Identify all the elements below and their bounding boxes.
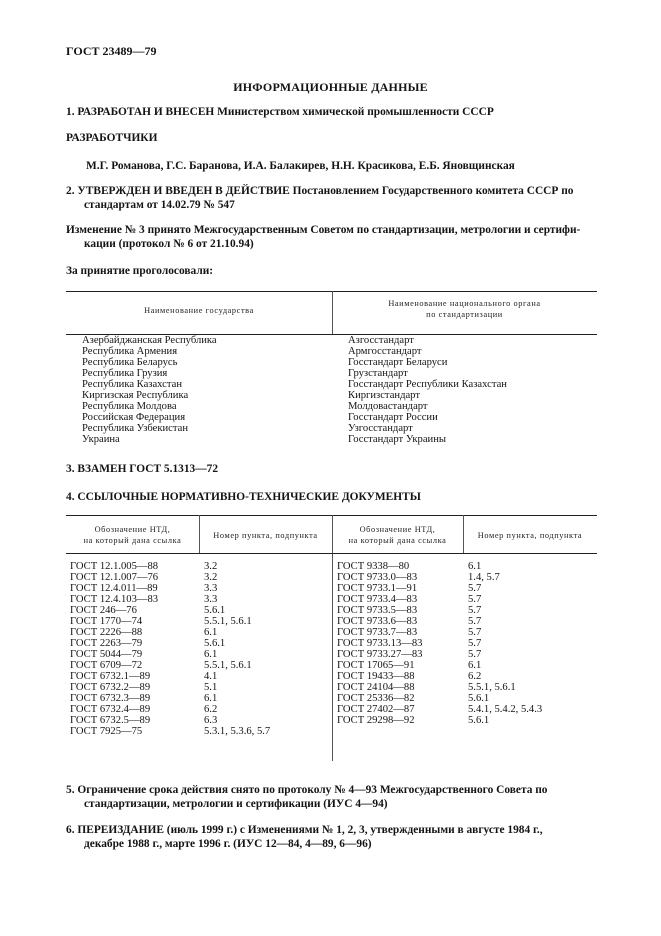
- ref-item-cell: 5.6.1: [468, 693, 490, 704]
- refs-right-items: [468, 561, 542, 726]
- ref-doc-cell: ГОСТ 12.4.011—89: [70, 583, 158, 594]
- ref-item-cell: 5.7: [468, 627, 482, 638]
- ref-item-cell: 5.7: [468, 649, 482, 660]
- voted-heading: За принятие проголосовали:: [66, 265, 214, 277]
- ref-doc-cell: ГОСТ 9733.7—83: [337, 627, 418, 638]
- refs-table-header-rule: [66, 553, 597, 554]
- refs-h3-line2: на который дана ссылка: [348, 536, 447, 545]
- section-2-line2: стандартам от 14.02.79 № 547: [84, 199, 235, 211]
- ref-item-cell: 1.4, 5.7: [468, 572, 500, 583]
- ref-doc-cell: ГОСТ 9338—80: [337, 561, 410, 572]
- ref-item-cell: 5.7: [468, 594, 482, 605]
- body-cell: Госстандарт России: [348, 412, 438, 423]
- ref-item-cell: 6.1: [204, 649, 218, 660]
- ref-item-cell: 3.3: [204, 583, 218, 594]
- ref-item-cell: 5.7: [468, 605, 482, 616]
- ref-doc-cell: ГОСТ 9733.13—83: [337, 638, 423, 649]
- bodies-col-header-line1: Наименование национального органа: [388, 299, 541, 308]
- ref-doc-cell: ГОСТ 2263—79: [70, 638, 143, 649]
- ref-item-cell: 6.2: [468, 671, 482, 682]
- refs-right-docs: [337, 561, 422, 726]
- section-5-line1: 5. Ограничение срока действия снято по протоколу № 4—93 Межгосударственного Совета по: [66, 784, 548, 796]
- ref-doc-cell: ГОСТ 12.1.007—76: [70, 572, 159, 583]
- developers-list: М.Г. Романова, Г.С. Баранова, И.А. Балакирев, Н.Н. Красикова, Е.Б. Яновщинская: [86, 160, 515, 172]
- ref-doc-cell: ГОСТ 9733.27—83: [337, 649, 423, 660]
- body-cell: Грузстандарт: [348, 368, 408, 379]
- ref-item-cell: 5.5.1, 5.6.1: [468, 682, 516, 693]
- ref-item-cell: 6.1: [468, 660, 482, 671]
- section-6-line2: декабре 1988 г., марте 1996 г. (ИУС 12—84, 4—89, 6—96): [84, 838, 372, 850]
- ref-doc-cell: ГОСТ 1770—74: [70, 616, 143, 627]
- ref-doc-cell: ГОСТ 19433—88: [337, 671, 415, 682]
- section-1: 1. РАЗРАБОТАН И ВНЕСЕН Министерством химической промышленности СССР: [66, 106, 494, 118]
- body-cell: Госстандарт Украины: [348, 434, 446, 445]
- ref-item-cell: 6.1: [204, 693, 218, 704]
- state-cell: Республика Армения: [82, 346, 178, 357]
- ref-item-cell: 5.3.1, 5.3.6, 5.7: [204, 726, 271, 737]
- ref-doc-cell: ГОСТ 6732.3—89: [70, 693, 151, 704]
- ref-item-cell: 5.5.1, 5.6.1: [204, 660, 252, 671]
- amendment-line2: кации (протокол № 6 от 21.10.94): [84, 238, 254, 250]
- section-4: 4. ССЫЛОЧНЫЕ НОРМАТИВНО-ТЕХНИЧЕСКИЕ ДОКУМЕНТЫ: [66, 491, 421, 503]
- refs-h1-line2: на который дана ссылка: [83, 536, 182, 545]
- body-cell: Госстандарт Беларуси: [348, 357, 448, 368]
- ref-item-cell: 4.1: [204, 671, 218, 682]
- ref-item-cell: 5.6.1: [468, 715, 490, 726]
- state-cell: Киргизская Республика: [82, 390, 189, 401]
- ref-item-cell: 5.4.1, 5.4.2, 5.4.3: [468, 704, 543, 715]
- ref-item-cell: 3.3: [204, 594, 218, 605]
- ref-doc-cell: ГОСТ 2226—88: [70, 627, 143, 638]
- section-2-line1: 2. УТВЕРЖДЕН И ВВЕДЕН В ДЕЙСТВИЕ Постановлением Государственного комитета СССР по: [66, 185, 574, 197]
- state-cell: Республика Беларусь: [82, 357, 178, 368]
- refs-h3-line1: Обозначение НТД,: [359, 525, 436, 534]
- ref-doc-cell: ГОСТ 24104—88: [337, 682, 415, 693]
- refs-left-items: [204, 561, 270, 737]
- ref-doc-cell: ГОСТ 9733.6—83: [337, 616, 418, 627]
- body-cell: Киргизстандарт: [348, 390, 420, 401]
- document-code: ГОСТ 23489—79: [66, 44, 157, 58]
- ref-item-cell: 6.1: [468, 561, 482, 572]
- refs-h4: Номер пункта, подпункта: [477, 531, 583, 540]
- ref-doc-cell: ГОСТ 25336—82: [337, 693, 415, 704]
- ref-item-cell: 3.2: [204, 572, 218, 583]
- state-cell: Республика Узбекистан: [82, 423, 189, 434]
- body-cell: Армгосстандарт: [348, 346, 422, 357]
- states-col-header: Наименование государства: [144, 306, 254, 315]
- ref-doc-cell: ГОСТ 9733.4—83: [337, 594, 418, 605]
- refs-h2: Номер пункта, подпункта: [213, 531, 318, 540]
- refs-divider-2: [332, 515, 333, 761]
- ref-doc-cell: ГОСТ 6709—72: [70, 660, 143, 671]
- body-cell: Молдовастандарт: [348, 401, 428, 412]
- ref-doc-cell: ГОСТ 7925—75: [70, 726, 143, 737]
- section-6-line1: 6. ПЕРЕИЗДАНИЕ (июль 1999 г.) с Изменениями № 1, 2, 3, утвержденными в августе 1984 г.,: [66, 824, 543, 836]
- body-cell: Азгосстандарт: [348, 335, 414, 346]
- ref-doc-cell: ГОСТ 6732.1—89: [70, 671, 151, 682]
- bodies-column: [348, 335, 507, 445]
- states-column: [82, 335, 217, 445]
- ref-item-cell: 5.6.1: [204, 638, 226, 649]
- body-cell: Узгосстандарт: [348, 423, 413, 434]
- state-cell: Республика Казахстан: [82, 379, 183, 390]
- bodies-col-header-line2: по стандартизации: [426, 310, 503, 319]
- ref-item-cell: 5.5.1, 5.6.1: [204, 616, 252, 627]
- refs-left-docs: [70, 561, 158, 737]
- section-5-line2: стандартизации, метрологии и сертификации (ИУС 4—94): [84, 798, 388, 810]
- ref-item-cell: 5.6.1: [204, 605, 226, 616]
- ref-doc-cell: ГОСТ 9733.0—83: [337, 572, 418, 583]
- ref-item-cell: 6.1: [204, 627, 218, 638]
- ref-doc-cell: ГОСТ 27402—87: [337, 704, 415, 715]
- ref-item-cell: 5.7: [468, 583, 482, 594]
- ref-doc-cell: ГОСТ 12.4.103—83: [70, 594, 159, 605]
- ref-item-cell: 6.3: [204, 715, 218, 726]
- state-cell: Республика Молдова: [82, 401, 177, 412]
- amendment-line1: Изменение № 3 принято Межгосударственным Советом по стандартизации, метрологии и сертифи-: [66, 224, 581, 236]
- ref-doc-cell: ГОСТ 12.1.005—88: [70, 561, 159, 572]
- state-cell: Украина: [82, 434, 120, 445]
- page-title: ИНФОРМАЦИОННЫЕ ДАННЫЕ: [233, 80, 428, 94]
- ref-doc-cell: ГОСТ 9733.1—91: [337, 583, 418, 594]
- ref-doc-cell: ГОСТ 6732.2—89: [70, 682, 151, 693]
- ref-doc-cell: ГОСТ 5044—79: [70, 649, 143, 660]
- ref-doc-cell: ГОСТ 6732.5—89: [70, 715, 151, 726]
- state-cell: Азербайджанская Республика: [82, 335, 217, 346]
- developers-heading: РАЗРАБОТЧИКИ: [66, 132, 158, 144]
- body-cell: Госстандарт Республики Казахстан: [348, 379, 507, 390]
- ref-item-cell: 5.7: [468, 638, 482, 649]
- section-3: 3. ВЗАМЕН ГОСТ 5.1313—72: [66, 463, 219, 475]
- refs-h1-line1: Обозначение НТД,: [94, 525, 171, 534]
- ref-doc-cell: ГОСТ 29298—92: [337, 715, 415, 726]
- ref-doc-cell: ГОСТ 246—76: [70, 605, 137, 616]
- ref-doc-cell: ГОСТ 6732.4—89: [70, 704, 151, 715]
- ref-doc-cell: ГОСТ 9733.5—83: [337, 605, 418, 616]
- ref-doc-cell: ГОСТ 17065—91: [337, 660, 415, 671]
- state-cell: Российская Федерация: [82, 412, 186, 423]
- ref-item-cell: 3.2: [204, 561, 218, 572]
- ref-item-cell: 5.1: [204, 682, 218, 693]
- state-cell: Республика Грузия: [82, 368, 168, 379]
- ref-item-cell: 6.2: [204, 704, 218, 715]
- ref-item-cell: 5.7: [468, 616, 482, 627]
